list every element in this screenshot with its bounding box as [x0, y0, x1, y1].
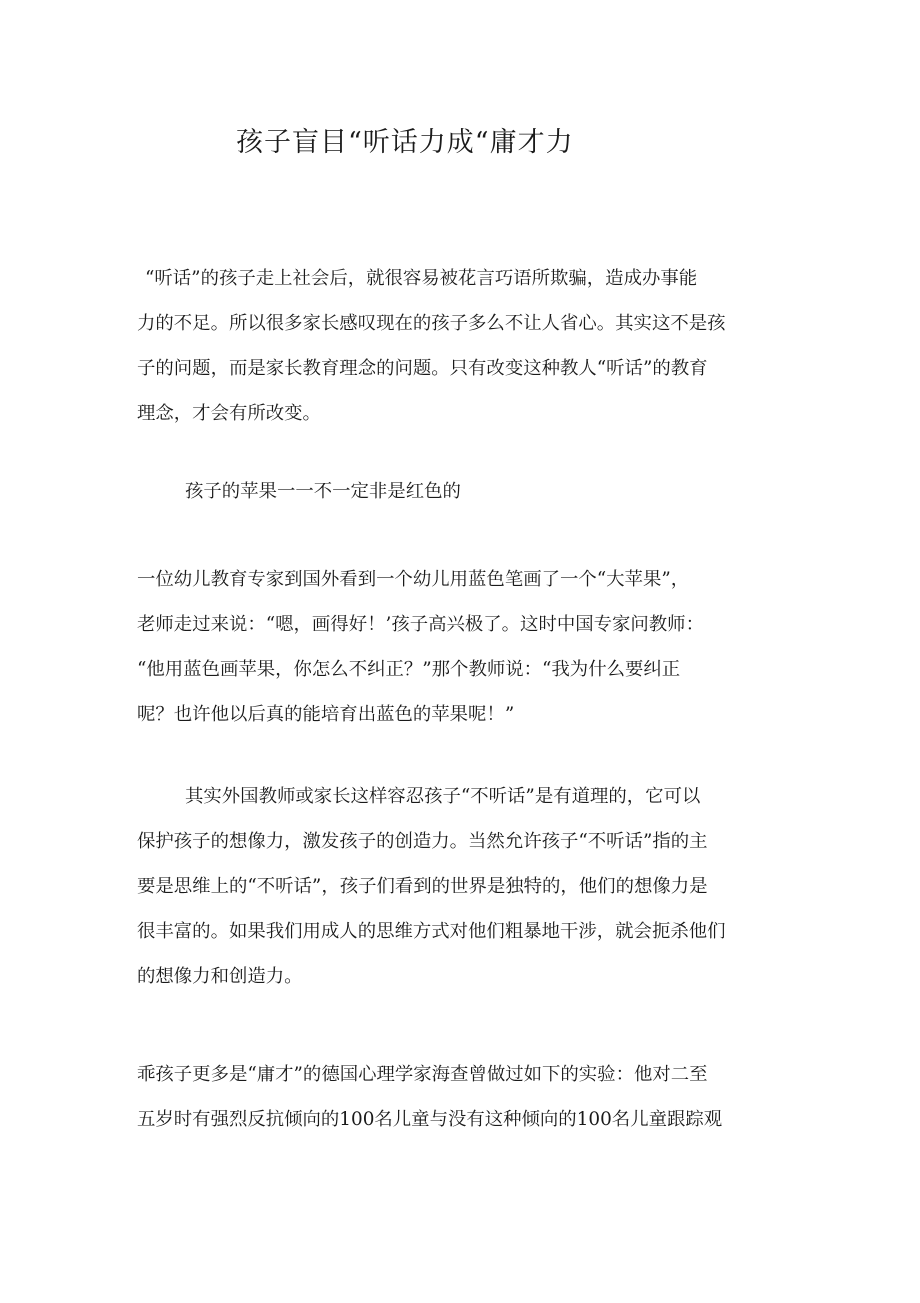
paragraph-line: 子的问题，而是家长教育理念的问题。只有改变这种教人“听话”的教育 [137, 358, 708, 379]
section-heading-text: 孩子的苹果一一不一定非是红色的 [185, 481, 461, 502]
paragraph-line: “他用蓝色画苹果，你怎么不纠正？”那个教师说：“我为什么要纠正 [137, 659, 681, 680]
paragraph-line: 其实外国教师或家长这样容忍孩子“不听话”是有道理的，它可以 [185, 786, 701, 807]
paragraph-line: 五岁时有强烈反抗倾向的100名儿童与没有这种倾向的100名儿童跟踪观 [137, 1109, 723, 1130]
paragraph-line: 保护孩子的想像力，激发孩子的创造力。当然允许孩子“不听话”指的主 [137, 831, 708, 852]
paragraph-line: 很丰富的。如果我们用成人的思维方式对他们粗暴地干涉，就会扼杀他们 [137, 921, 726, 942]
paragraph-line: 乖孩子更多是“庸才”的德国心理学家海查曾做过如下的实验：他对二至 [137, 1064, 708, 1085]
paragraph-line: 呢？也许他以后真的能培育出蓝色的苹果呢！” [137, 704, 515, 725]
paragraph-experiment [137, 1052, 781, 1142]
document-title: 孩子盲目“听话力成“庸才力 [236, 127, 574, 158]
paragraph-line: 老师走过来说：“嗯，画得好！’孩子高兴极了。这时中国专家问教师： [137, 614, 704, 635]
paragraph-apple-story [137, 557, 781, 737]
paragraph-line: 的想像力和创造力。 [137, 966, 303, 987]
paragraph-line: 一位幼儿教育专家到国外看到一个幼儿用蓝色笔画了一个“大苹果”， [137, 569, 690, 590]
paragraph-line: “听话”的孩子走上社会后，就很容易被花言巧语所欺骗，造成办事能 [145, 268, 698, 289]
section-heading-apple [137, 469, 781, 514]
paragraph-line: 力的不足。所以很多家长感叹现在的孩子多么不让人省心。其实这不是孩 [137, 313, 726, 334]
paragraph-intro [137, 256, 781, 436]
paragraph-line: 理念，才会有所改变。 [137, 403, 321, 424]
paragraph-imagination [137, 774, 781, 999]
paragraph-line: 要是思维上的“不听话”，孩子们看到的世界是独特的，他们的想像力是 [137, 876, 708, 897]
